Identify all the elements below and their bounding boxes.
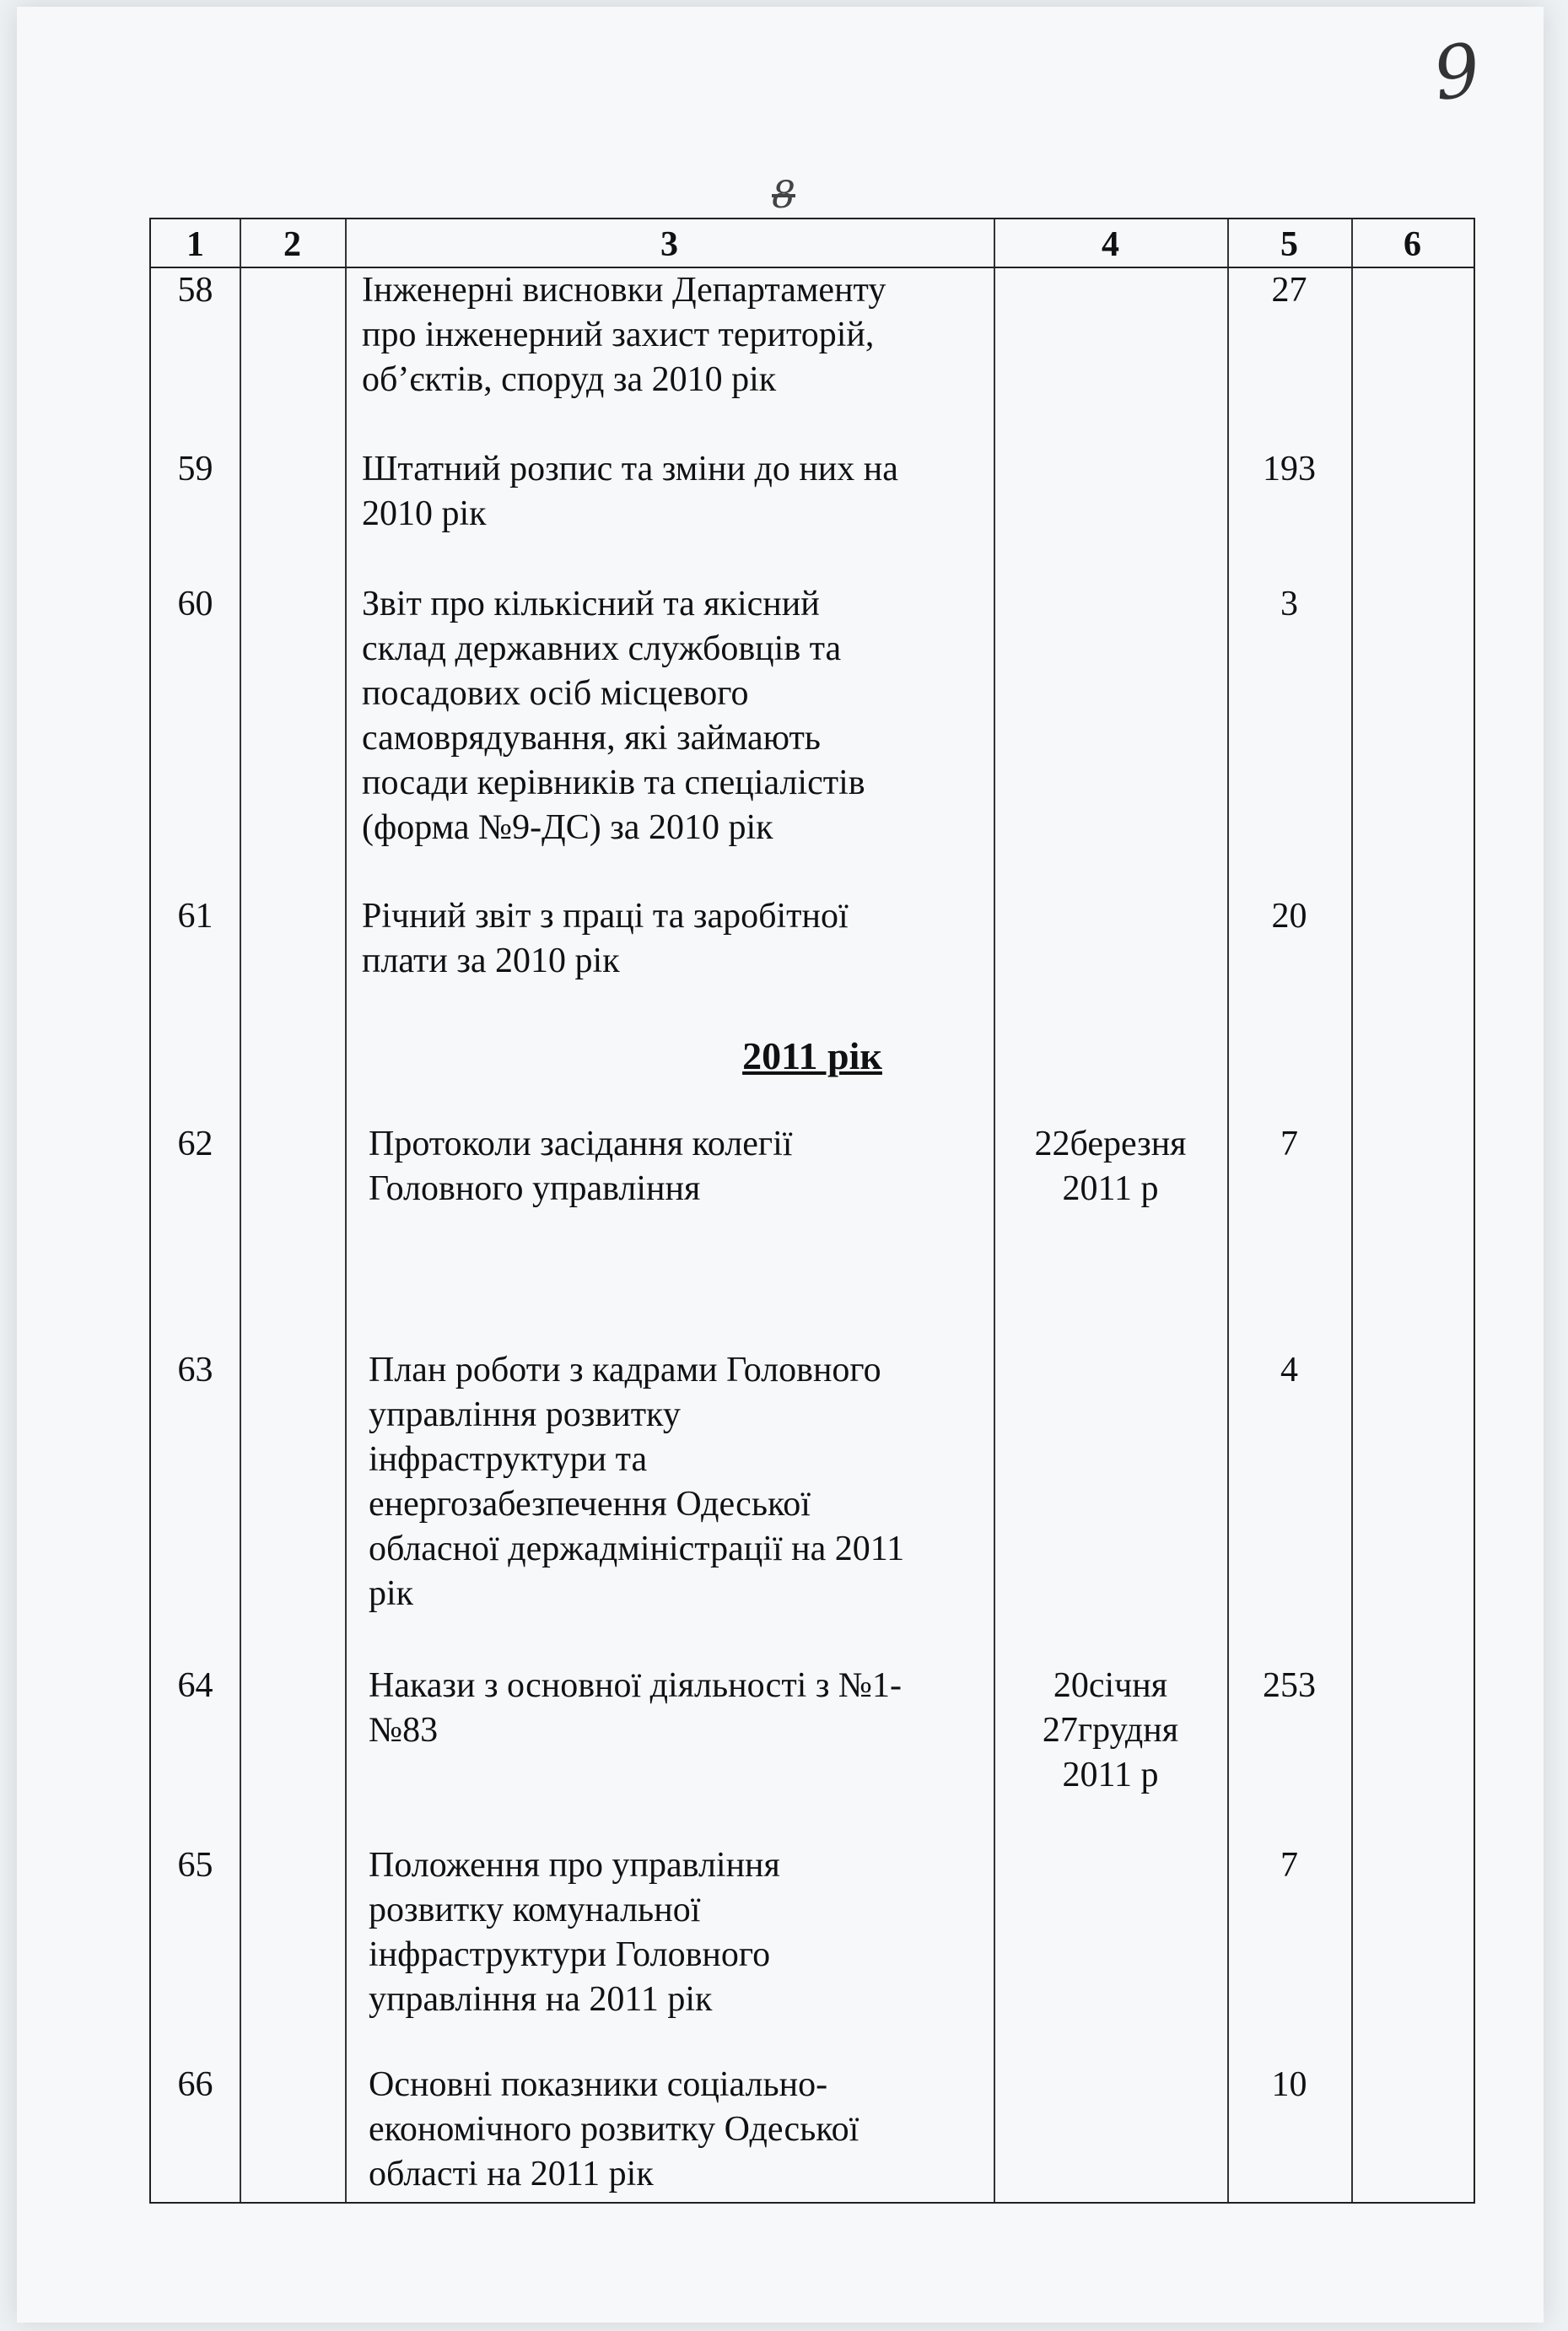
row-date: 20січня 27грудня 2011 р (1042, 1666, 1179, 1794)
row-sheet-count: 193 (1263, 450, 1316, 488)
table-header-row (151, 219, 1474, 268)
section-heading-2011: 2011 рік (742, 1034, 882, 1077)
row-title: Звіт про кількісний та якісний склад державних службовців та посадових осіб місцевого самоврядування, які займають посади керівників та спеціалістів (форма №9-ДС) за 2010 рік (362, 585, 865, 847)
row-title: Положення про управління розвитку комунальної інфраструктури Головного управління на 2011 рік (369, 1846, 780, 2019)
crossed-out-page-number: 8 (772, 174, 795, 217)
column-divider (1351, 219, 1353, 2202)
row-number: 65 (177, 1846, 213, 1885)
row-date: 22березня 2011 р (1034, 1125, 1187, 1208)
row-sheet-count: 7 (1280, 1125, 1298, 1163)
row-title: Інженерні висновки Департаменту про інженерний захист територій, об’єктів, споруд за 2010 рік (362, 271, 886, 399)
row-title: Річний звіт з праці та заробітної плати за 2010 рік (362, 897, 849, 980)
row-number: 66 (177, 2065, 213, 2104)
row-sheet-count: 27 (1271, 271, 1307, 310)
row-sheet-count: 4 (1280, 1351, 1298, 1389)
row-number: 61 (177, 897, 213, 936)
column-divider (345, 219, 347, 2202)
row-title: Штатний розпис та зміни до них на 2010 рік (362, 450, 898, 533)
row-number: 62 (177, 1125, 213, 1163)
row-title: Накази з основної діяльності з №1- №83 (369, 1666, 902, 1750)
row-sheet-count: 7 (1280, 1846, 1298, 1885)
row-number: 63 (177, 1351, 213, 1389)
column-header: 1 (186, 225, 204, 264)
column-header: 6 (1404, 225, 1421, 264)
column-divider (1227, 219, 1229, 2202)
column-header: 3 (660, 225, 678, 264)
row-number: 59 (177, 450, 213, 488)
column-header: 2 (283, 225, 301, 264)
row-sheet-count: 20 (1271, 897, 1307, 936)
row-number: 64 (177, 1666, 213, 1705)
row-sheet-count: 3 (1280, 585, 1298, 623)
column-divider (240, 219, 241, 2202)
document-page (17, 7, 1544, 2323)
column-header: 4 (1102, 225, 1119, 264)
row-number: 58 (177, 271, 213, 310)
row-number: 60 (177, 585, 213, 623)
archive-inventory-table (149, 218, 1475, 2204)
row-sheet-count: 253 (1263, 1666, 1316, 1705)
row-sheet-count: 10 (1271, 2065, 1307, 2104)
column-header: 5 (1280, 225, 1298, 264)
handwritten-page-number: 9 (1428, 27, 1486, 118)
row-title: Протоколи засідання колегії Головного управління (369, 1125, 793, 1208)
row-title: Основні показники соціально- економічного розвитку Одеської області на 2011 рік (369, 2065, 859, 2193)
row-title: План роботи з кадрами Головного управління розвитку інфраструктури та енергозабезпечення Одеської обласної держадміністрації на 2011 рік (369, 1351, 905, 1613)
